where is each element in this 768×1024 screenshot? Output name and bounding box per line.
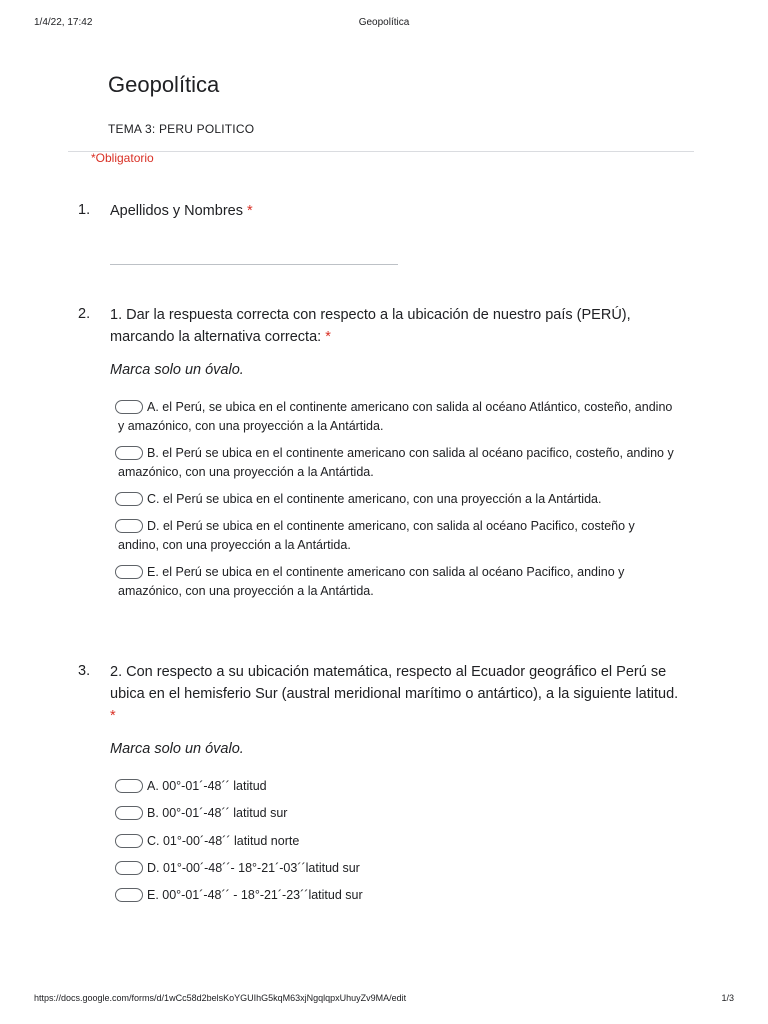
required-asterisk: *: [110, 708, 116, 724]
option-b[interactable]: [118, 804, 678, 823]
radio-oval[interactable]: [115, 779, 143, 793]
print-title: Geopolítica: [358, 17, 410, 28]
option-label: C. 01°-00´-48´´ latitud norte: [147, 834, 300, 848]
form-title: Geopolítica: [108, 72, 220, 97]
option-label: A. el Perú, se ubica en el continente americano con salida al océano Atlántico, costeño, andino y amazónico, con una proyección a la Antártida.: [118, 400, 673, 433]
option-label: B. 00°-01´-48´´ latitud sur: [147, 806, 288, 820]
question-label: 1. Dar la respuesta correcta con respecto a la ubicación de nuestro país (PERÚ), marcando la alternativa correcta:: [110, 307, 631, 345]
header-divider: [68, 151, 694, 152]
option-a[interactable]: [118, 777, 678, 796]
radio-oval[interactable]: [115, 834, 143, 848]
option-c[interactable]: [118, 832, 678, 851]
radio-oval[interactable]: [115, 565, 143, 579]
page-url: https://docs.google.com/forms/d/1wCc58d2belsKoYGUIhG5kqM63xjNgqlqpxUhuyZv9MA/edit: [34, 993, 407, 1003]
option-d[interactable]: [118, 517, 678, 555]
question-text: [110, 304, 685, 348]
question-text: [110, 200, 685, 222]
question-text: [110, 661, 685, 727]
radio-oval[interactable]: [115, 492, 143, 506]
print-footer: [34, 993, 734, 1007]
question-hint: Marca solo un óvalo.: [110, 741, 244, 757]
required-asterisk: *: [247, 203, 253, 219]
question-label: Apellidos y Nombres: [110, 203, 243, 219]
option-b[interactable]: [118, 444, 678, 482]
option-a[interactable]: [118, 398, 678, 436]
option-d[interactable]: [118, 859, 678, 878]
option-e[interactable]: [118, 886, 678, 905]
page-number: 1/3: [721, 993, 734, 1003]
question-hint: Marca solo un óvalo.: [110, 362, 244, 378]
radio-oval[interactable]: [115, 400, 143, 414]
radio-oval[interactable]: [115, 888, 143, 902]
question-label: 2. Con respecto a su ubicación matemática, respecto al Ecuador geográfico el Perú se ubica en el hemisferio Sur (austral meridional marítimo o antártico), a la siguiente latitud.: [110, 664, 679, 702]
question-number: 1.: [78, 202, 91, 218]
print-header: [34, 17, 734, 31]
option-e[interactable]: [118, 563, 678, 601]
option-label: A. 00°-01´-48´´ latitud: [147, 779, 267, 793]
form-description: TEMA 3: PERU POLITICO: [108, 122, 255, 136]
option-label: E. el Perú se ubica en el continente americano con salida al océano Pacifico, andino y amazónico, con una proyección a la Antártida.: [118, 565, 625, 598]
option-label: D. el Perú se ubica en el continente americano, con salida al océano Pacifico, costeño y andino, con una proyección a la Antártida.: [118, 519, 635, 552]
print-date: 1/4/22, 17:42: [34, 17, 93, 28]
name-answer-field[interactable]: [110, 264, 398, 265]
question-number: 3.: [78, 663, 91, 679]
option-label: C. el Perú se ubica en el continente americano, con una proyección a la Antártida.: [147, 492, 602, 506]
question-number: 2.: [78, 306, 91, 322]
radio-oval[interactable]: [115, 446, 143, 460]
radio-oval[interactable]: [115, 519, 143, 533]
radio-oval[interactable]: [115, 861, 143, 875]
option-c[interactable]: [118, 490, 678, 509]
option-label: E. 00°-01´-48´´ - 18°-21´-23´´latitud sur: [147, 888, 363, 902]
radio-oval[interactable]: [115, 806, 143, 820]
required-note: *Obligatorio: [91, 151, 154, 165]
required-asterisk: *: [325, 329, 331, 345]
option-label: B. el Perú se ubica en el continente americano con salida al océano pacifico, costeño, andino y amazónico, con una proyección a la Antártida.: [118, 446, 674, 479]
option-label: D. 01°-00´-48´´- 18°-21´-03´´latitud sur: [147, 861, 360, 875]
